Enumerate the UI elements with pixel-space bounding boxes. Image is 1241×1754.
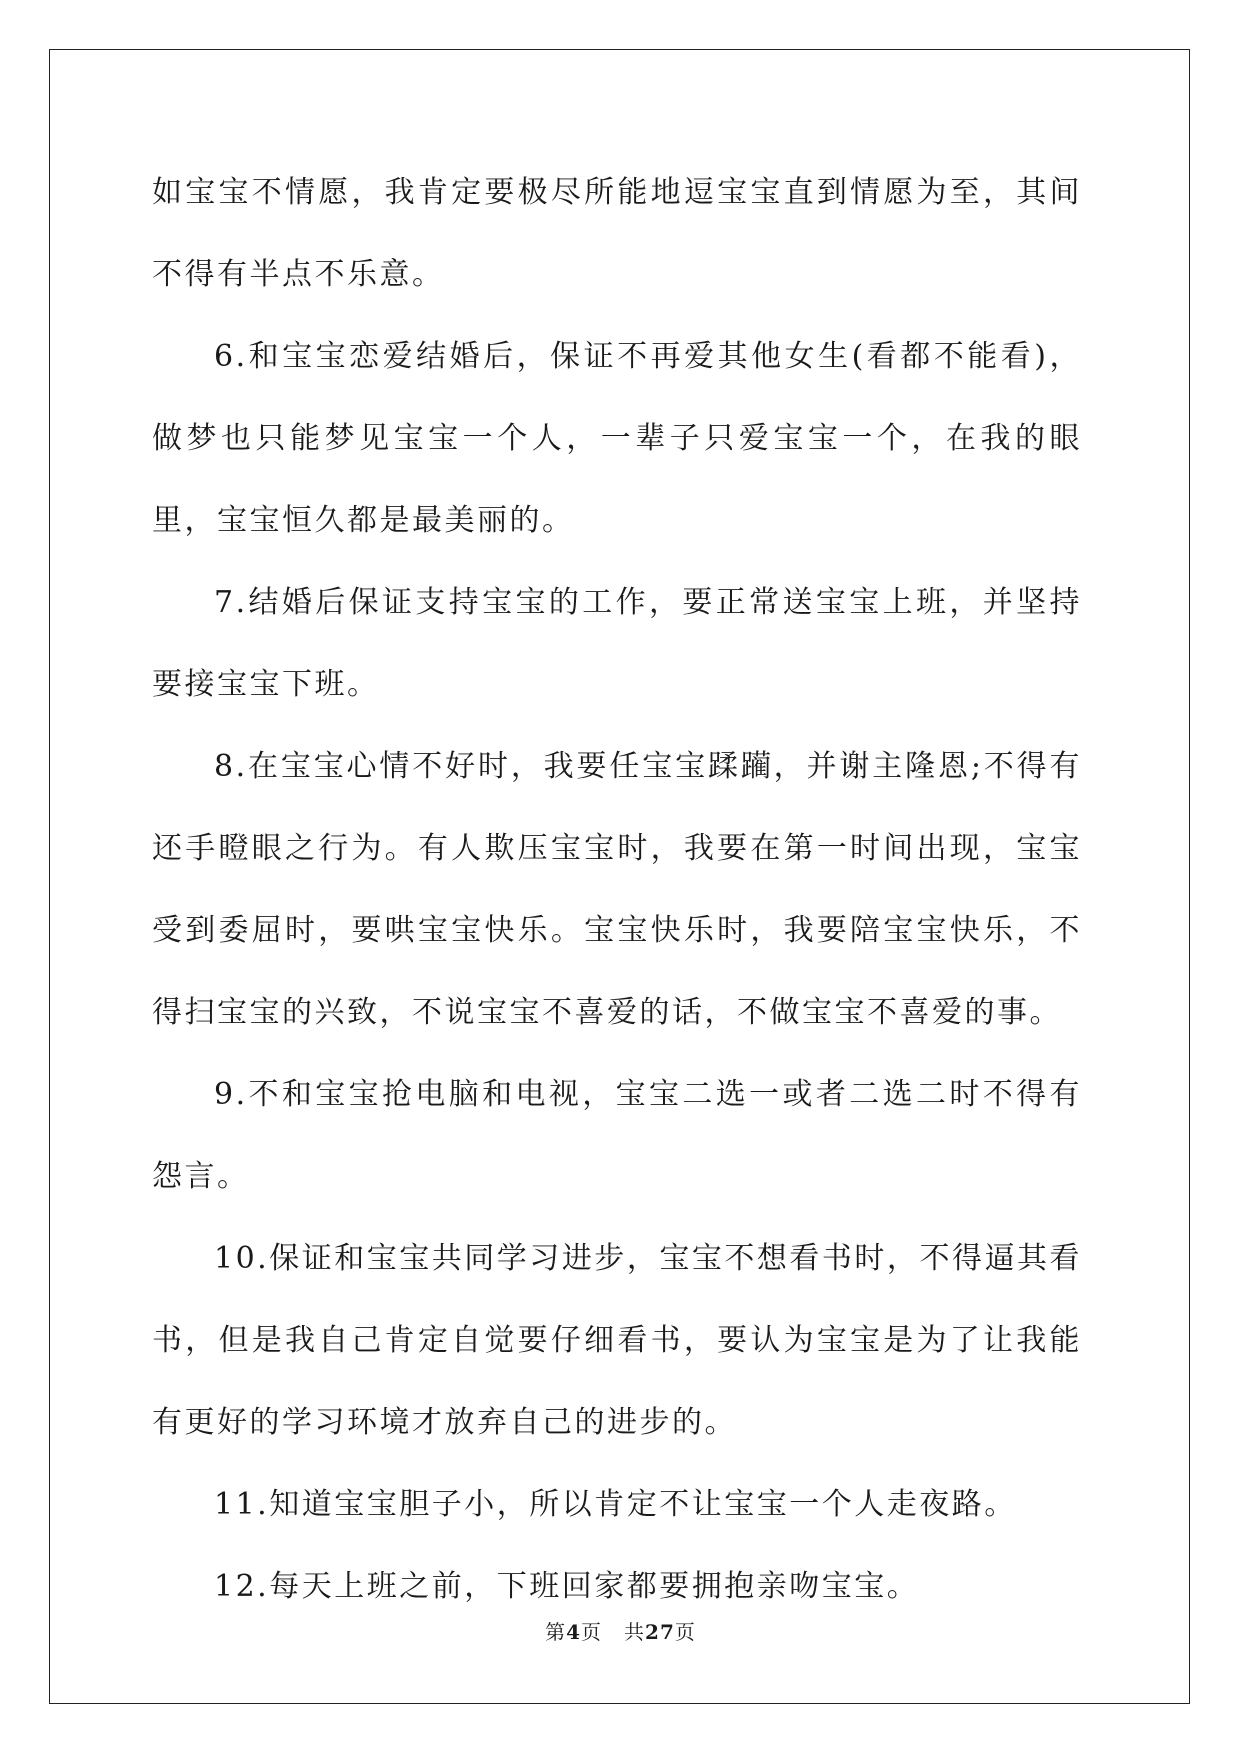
paragraph-item-6: 6.和宝宝恋爱结婚后，保证不再爱其他女生(看都不能看)，做梦也只能梦见宝宝一个人，一辈子只爱宝宝一个，在我的眼里，宝宝恒久都是最美丽的。 (152, 339, 1082, 538)
total-pages-number: 27 (645, 1620, 675, 1644)
paragraph-item-9: 9.不和宝宝抢电脑和电视，宝宝二选一或者二选二时不得有怨言。 (152, 1077, 1082, 1194)
paragraph-item-12: 12.每天上班之前，下班回家都要拥抱亲吻宝宝。 (214, 1569, 920, 1604)
paragraph-item-11: 11.知道宝宝胆子小，所以肯定不让宝宝一个人走夜路。 (214, 1487, 1017, 1522)
footer-total-suffix: 页 (674, 1620, 696, 1644)
paragraph-continuation: 如宝宝不情愿，我肯定要极尽所能地逗宝宝直到情愿为至，其间不得有半点不乐意。 (152, 175, 1082, 292)
paragraph-item-7: 7.结婚后保证支持宝宝的工作，要正常送宝宝上班，并坚持要接宝宝下班。 (152, 585, 1082, 702)
paragraph-item-8: 8.在宝宝心情不好时，我要任宝宝蹂躏，并谢主隆恩;不得有还手瞪眼之行为。有人欺压宝宝时，我要在第一时间出现，宝宝受到委屈时，要哄宝宝快乐。宝宝快乐时，我要陪宝宝快乐，不得扫宝宝的兴致，不说宝宝不喜爱的话，不做宝宝不喜爱的事。 (152, 749, 1082, 1030)
paragraph-item-10: 10.保证和宝宝共同学习进步，宝宝不想看书时，不得逼其看书，但是我自己肯定自觉要仔细看书，要认为宝宝是为了让我能有更好的学习环境才放弃自己的进步的。 (152, 1241, 1082, 1440)
footer-page-suffix: 页 (581, 1620, 603, 1644)
document-body (152, 152, 1082, 1628)
current-page-number: 4 (566, 1620, 582, 1644)
footer-total-prefix: 共 (624, 1620, 646, 1644)
footer-prefix: 第 (545, 1620, 567, 1644)
page-footer (0, 1618, 1241, 1646)
